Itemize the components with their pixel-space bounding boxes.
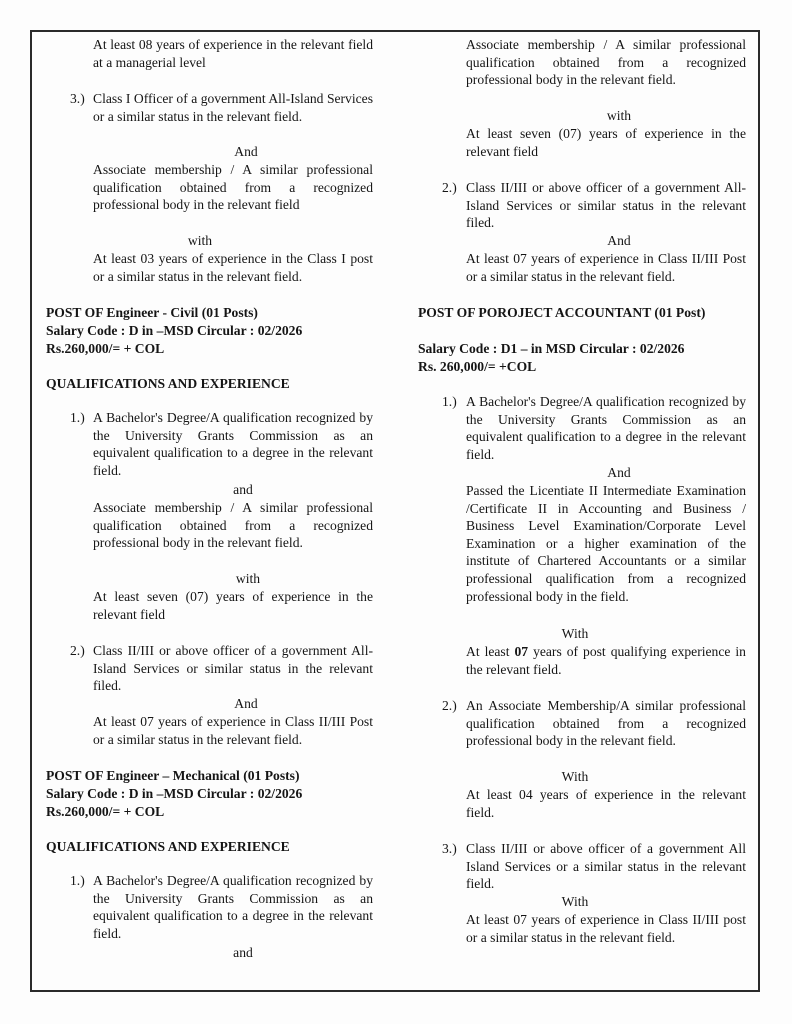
connector-with: With	[561, 894, 589, 909]
item-experience	[466, 643, 746, 678]
item-number: 3.)	[442, 841, 457, 856]
item-number: 2.)	[442, 180, 457, 195]
item-text: A Bachelor's Degree/A qualification recognized by the University Grants Commission as an equivalent qualification to a degree in the relevant field.	[93, 873, 373, 941]
qualifications-heading: QUALIFICATIONS AND EXPERIENCE	[46, 839, 290, 854]
connector-and: And	[607, 465, 631, 480]
connector-and: and	[233, 945, 253, 960]
cont-experience: At least 08 years of experience in the relevant field at a managerial level	[93, 37, 373, 70]
exp-text: At least	[466, 644, 515, 659]
item-number: 3.)	[70, 91, 85, 106]
salary-code: Salary Code : D in –MSD Circular : 02/2026	[46, 786, 303, 801]
item-text: A Bachelor's Degree/A qualification recognized by the University Grants Commission as an equivalent qualification to a degree in the relevant field.	[93, 410, 373, 478]
post-title-civil: POST OF Engineer - Civil (01 Posts)	[46, 305, 258, 320]
item-text: Class II/III or above officer of a government All-Island Services or similar status in the relevant filed.	[93, 643, 373, 694]
item-experience: At least seven (07) years of experience in the relevant field	[93, 589, 373, 622]
item-text: A Bachelor's Degree/A qualification recognized by the University Grants Commission as an equivalent qualification to a degree in the relevant field.	[466, 394, 746, 462]
item-experience: At least 04 years of experience in the relevant field.	[466, 787, 746, 820]
connector-and: and	[233, 482, 253, 497]
item-experience: At least 07 years of experience in Class II/III Post or a similar status in the relevant field.	[93, 714, 373, 747]
item-assoc: Associate membership / A similar professional qualification obtained from a recognized professional body in the relevant field.	[93, 500, 373, 551]
connector-with: With	[561, 626, 589, 641]
connector-with: with	[606, 108, 632, 123]
exp-years: 07	[514, 644, 529, 659]
item-experience: At least 07 years of experience in Class II/III post or a similar status in the relevant field.	[466, 912, 746, 945]
qualifications-heading: QUALIFICATIONS AND EXPERIENCE	[46, 376, 290, 391]
item-text: Class I Officer of a government All-Island Services or a similar status in the relevant field.	[93, 91, 373, 124]
connector-with: With	[561, 769, 589, 784]
item-experience: At least 03 years of experience in the Class I post or a similar status in the relevant field.	[93, 251, 373, 284]
item-text: Class II/III or above officer of a government All-Island Services or similar status in the relevant filed.	[466, 180, 746, 231]
item-text: Class II/III or above officer of a government All Island Services or a similar status in the relevant field.	[466, 841, 746, 892]
connector-and: And	[607, 233, 631, 248]
item-passed: Passed the Licentiate II Intermediate Examination /Certificate II in Accounting and Business / Business Level Examination/Corporate Level Examination or a higher examination of the institute of Chartered Accountants or a similar professional qualification from a recognized professional body in the field.	[466, 483, 746, 604]
item-number: 1.)	[70, 873, 85, 888]
cont-assoc: Associate membership / A similar professional qualification obtained from a recognized professional body in the relevant field.	[466, 37, 746, 88]
item-text: An Associate Membership/A similar professional qualification obtained from a recognized professional body in the relevant field.	[466, 698, 746, 749]
item-number: 1.)	[442, 394, 457, 409]
cont-experience: At least seven (07) years of experience in the relevant field	[466, 126, 746, 159]
salary-amount: Rs.260,000/= + COL	[46, 341, 165, 356]
connector-with: with	[235, 571, 261, 586]
connector-and: And	[234, 696, 258, 711]
connector-and: And	[234, 144, 258, 159]
post-title-accountant: POST OF POROJECT ACCOUNTANT (01 Post)	[418, 305, 706, 320]
item-experience: At least 07 years of experience in Class II/III Post or a similar status in the relevant field.	[466, 251, 746, 284]
post-title-mechanical: POST OF Engineer – Mechanical (01 Posts)	[46, 768, 300, 783]
salary-amount: Rs.260,000/= + COL	[46, 804, 165, 819]
exp-text: years of post qualifying experience in the relevant field.	[466, 644, 746, 677]
item-number: 2.)	[70, 643, 85, 658]
salary-code: Salary Code : D1 – in MSD Circular : 02/2026	[418, 341, 685, 356]
connector-with: with	[187, 233, 213, 248]
item-assoc: Associate membership / A similar professional qualification obtained from a recognized professional body in the relevant field	[93, 162, 373, 213]
salary-code: Salary Code : D in –MSD Circular : 02/2026	[46, 323, 303, 338]
item-number: 2.)	[442, 698, 457, 713]
salary-amount: Rs. 260,000/= +COL	[418, 359, 537, 374]
item-number: 1.)	[70, 410, 85, 425]
